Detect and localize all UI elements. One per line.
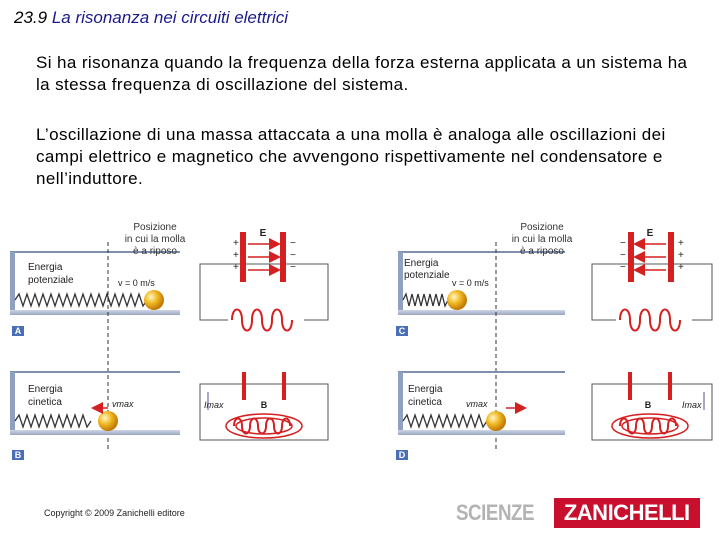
svg-text:+: + <box>233 250 239 261</box>
panel-B-spring-system <box>10 372 180 460</box>
resonance-figure <box>0 212 720 472</box>
mass-ball-icon <box>447 290 467 310</box>
logo-scienze: SCIENZE <box>456 500 535 525</box>
rest-position-label-A2: in cui la molla <box>124 234 186 245</box>
svg-text:−: − <box>620 238 626 249</box>
vmax-label-B: vmax <box>112 399 134 409</box>
rest-position-label-C1: Posizione <box>520 222 564 233</box>
energy-kinetic-label-B1: Energia <box>28 384 63 395</box>
plus-signs-A: + <box>233 238 239 249</box>
B-field-label-D: B <box>644 400 652 410</box>
rest-position-label-A3: è a riposo <box>133 246 177 257</box>
velocity-zero-label-A: v = 0 m/s <box>118 278 155 288</box>
E-field-label-A: E <box>259 228 267 239</box>
copyright-notice: Copyright © 2009 Zanichelli editore <box>44 508 185 518</box>
energy-kinetic-label-B2: cinetica <box>28 397 62 408</box>
publisher-logo <box>456 498 700 528</box>
panel-D-circuit <box>592 372 712 440</box>
svg-text:+: + <box>678 250 684 261</box>
vmax-label-D: vmax <box>466 399 488 409</box>
panel-A-circuit <box>200 228 328 331</box>
svg-text:−: − <box>620 262 626 273</box>
E-field-label-C: E <box>646 228 654 239</box>
panel-D-letter: D <box>398 450 406 460</box>
svg-text:−: − <box>290 238 296 249</box>
panel-B-letter: B <box>14 450 22 460</box>
energy-potential-label-C2: potenziale <box>404 270 450 281</box>
svg-text:−: − <box>290 262 296 273</box>
energy-kinetic-label-D1: Energia <box>408 384 443 395</box>
panel-D-spring-system <box>396 372 565 460</box>
rest-position-label-C3: è a riposo <box>520 246 564 257</box>
panel-A-letter: A <box>14 326 22 336</box>
energy-kinetic-label-D2: cinetica <box>408 397 442 408</box>
velocity-zero-label-C: v = 0 m/s <box>452 278 489 288</box>
logo-zanichelli: ZANICHELLI <box>554 498 700 528</box>
svg-text:−: − <box>620 250 626 261</box>
paragraph-resonance-definition: Si ha risonanza quando la frequenza della forza esterna applicata a un sistema ha la stessa frequenza di oscillazione del sistema. <box>36 53 688 94</box>
svg-text:+: + <box>233 262 239 273</box>
mass-ball-icon <box>486 411 506 431</box>
imax-label-B: Imax <box>204 400 224 410</box>
energy-potential-label-A: Energia <box>28 262 63 273</box>
panel-group-left <box>10 222 328 460</box>
energy-potential-label-C1: Energia <box>404 258 439 269</box>
B-field-label-B: B <box>260 400 268 410</box>
svg-text:−: − <box>290 250 296 261</box>
mass-ball-icon <box>144 290 164 310</box>
panel-B-circuit <box>200 372 328 440</box>
imax-label-D: Imax <box>682 400 702 410</box>
page-title <box>14 8 288 28</box>
rest-position-label-C2: in cui la molla <box>511 234 573 245</box>
svg-text:+: + <box>678 238 684 249</box>
panel-group-right <box>396 222 712 460</box>
section-title: La risonanza nei circuiti elettrici <box>51 8 289 27</box>
svg-text:+: + <box>678 262 684 273</box>
panel-C-circuit <box>592 228 712 331</box>
panel-C-letter: C <box>398 326 406 336</box>
paragraph-analogy: L’oscillazione di una massa attaccata a una molla è analoga alle oscillazioni dei campi elettrico e magnetico che avvengono rispettivamente nel condensatore e nell’induttore. <box>36 125 666 188</box>
energy-potential-label-A2: potenziale <box>28 275 74 286</box>
section-number: 23.9 <box>14 8 48 27</box>
mass-ball-icon <box>98 411 118 431</box>
rest-position-label-A1: Posizione <box>133 222 177 233</box>
